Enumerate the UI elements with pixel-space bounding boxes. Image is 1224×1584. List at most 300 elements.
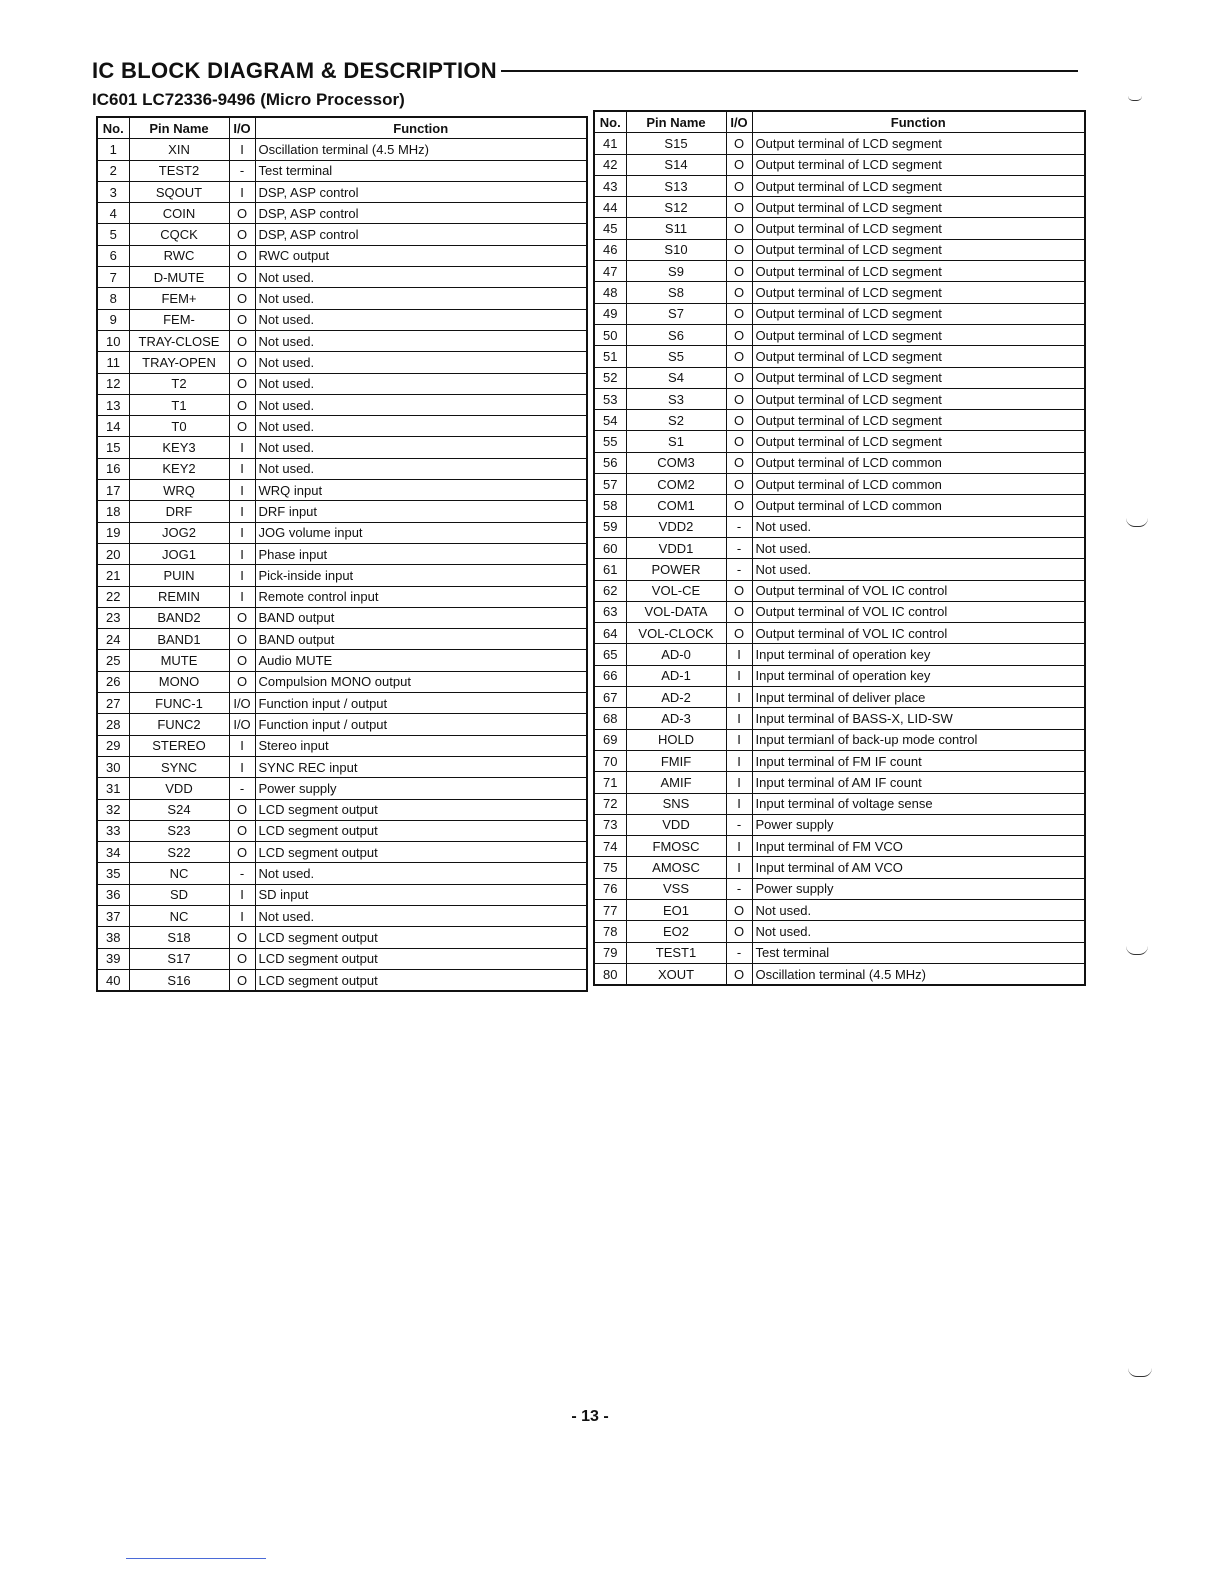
pin-number: 1 <box>97 139 129 160</box>
table-row <box>594 324 1085 345</box>
pin-number: 8 <box>97 288 129 309</box>
pin-name: FUNC2 <box>129 714 229 735</box>
table-row <box>594 239 1085 260</box>
pin-function: Function input / output <box>255 714 587 735</box>
pin-function: Input terminal of operation key <box>752 644 1085 665</box>
table-row <box>97 969 587 991</box>
pin-io: O <box>229 842 255 863</box>
page-title: IC BLOCK DIAGRAM & DESCRIPTION <box>92 58 501 84</box>
column-header-pin-name: Pin Name <box>626 111 726 133</box>
table-row <box>97 522 587 543</box>
pin-function: JOG volume input <box>255 522 587 543</box>
pin-name: RWC <box>129 245 229 266</box>
pin-io: - <box>726 878 752 899</box>
pin-function: Not used. <box>255 373 587 394</box>
pin-number: 59 <box>594 516 626 537</box>
pin-name: S3 <box>626 388 726 409</box>
pin-number: 2 <box>97 160 129 181</box>
pin-function: BAND output <box>255 607 587 628</box>
pin-name: BAND1 <box>129 629 229 650</box>
table-row <box>594 644 1085 665</box>
pin-name: S13 <box>626 175 726 196</box>
table-row <box>97 501 587 522</box>
pin-number: 17 <box>97 480 129 501</box>
pin-number: 13 <box>97 394 129 415</box>
pin-number: 20 <box>97 543 129 564</box>
table-row <box>594 793 1085 814</box>
pin-io: O <box>229 799 255 820</box>
table-row <box>97 778 587 799</box>
pin-name: AMOSC <box>626 857 726 878</box>
pin-name: S6 <box>626 324 726 345</box>
pin-number: 58 <box>594 495 626 516</box>
table-row <box>594 388 1085 409</box>
pin-name: AD-0 <box>626 644 726 665</box>
pin-io: I/O <box>229 693 255 714</box>
pin-function: LCD segment output <box>255 969 587 991</box>
margin-mark <box>1128 1368 1152 1377</box>
table-row <box>594 665 1085 686</box>
pin-number: 77 <box>594 899 626 920</box>
pin-name: S23 <box>129 820 229 841</box>
pin-io: I <box>726 793 752 814</box>
pin-name: VSS <box>626 878 726 899</box>
pin-name: PUIN <box>129 565 229 586</box>
pin-io: I <box>229 437 255 458</box>
pin-io: O <box>229 629 255 650</box>
table-row <box>97 948 587 969</box>
pin-function: Input terminal of FM IF count <box>752 750 1085 771</box>
pin-number: 44 <box>594 197 626 218</box>
pin-io: I <box>726 836 752 857</box>
pin-function: Output terminal of LCD segment <box>752 367 1085 388</box>
pin-function: Not used. <box>752 559 1085 580</box>
pin-function: Power supply <box>255 778 587 799</box>
pin-name: S11 <box>626 218 726 239</box>
pin-io: O <box>229 948 255 969</box>
pin-function: Phase input <box>255 543 587 564</box>
table-row <box>594 346 1085 367</box>
pin-name: T1 <box>129 394 229 415</box>
table-row <box>594 623 1085 644</box>
pin-function: Test terminal <box>255 160 587 181</box>
pin-function: Not used. <box>255 458 587 479</box>
pin-name: VDD <box>129 778 229 799</box>
pin-name: S15 <box>626 133 726 154</box>
pin-name: COIN <box>129 203 229 224</box>
pin-number: 78 <box>594 921 626 942</box>
pin-io: O <box>726 474 752 495</box>
pin-io: I <box>229 884 255 905</box>
column-header-io: I/O <box>229 117 255 139</box>
pin-name: COM3 <box>626 452 726 473</box>
pin-number: 63 <box>594 601 626 622</box>
pin-rows-left <box>97 139 587 991</box>
pin-function: Not used. <box>255 288 587 309</box>
pin-io: I <box>726 687 752 708</box>
table-row <box>97 267 587 288</box>
pin-name: TRAY-CLOSE <box>129 330 229 351</box>
pin-io: I <box>726 644 752 665</box>
pin-function: Input terminal of FM VCO <box>752 836 1085 857</box>
pin-io: O <box>726 175 752 196</box>
pin-io: O <box>229 224 255 245</box>
pin-function: Output terminal of LCD segment <box>752 218 1085 239</box>
pin-function: Input terminal of AM VCO <box>752 857 1085 878</box>
table-row <box>594 857 1085 878</box>
pin-io: O <box>726 346 752 367</box>
pin-name: FMOSC <box>626 836 726 857</box>
pin-io: I <box>229 522 255 543</box>
pin-number: 49 <box>594 303 626 324</box>
pin-io: O <box>229 330 255 351</box>
pin-number: 3 <box>97 181 129 202</box>
pin-io: I <box>726 708 752 729</box>
pin-name: SYNC <box>129 756 229 777</box>
pin-number: 30 <box>97 756 129 777</box>
table-row <box>594 410 1085 431</box>
table-row <box>97 543 587 564</box>
table-row <box>97 394 587 415</box>
pin-number: 14 <box>97 416 129 437</box>
table-row <box>594 750 1085 771</box>
pin-io: O <box>726 431 752 452</box>
pin-io: I <box>229 501 255 522</box>
pin-function: LCD segment output <box>255 842 587 863</box>
pin-io: - <box>726 559 752 580</box>
pin-io: O <box>726 154 752 175</box>
pin-name: KEY2 <box>129 458 229 479</box>
pin-function: Compulsion MONO output <box>255 671 587 692</box>
table-row <box>97 799 587 820</box>
pin-number: 42 <box>594 154 626 175</box>
pin-number: 7 <box>97 267 129 288</box>
table-header-row <box>97 117 587 139</box>
pin-number: 75 <box>594 857 626 878</box>
pin-function: RWC output <box>255 245 587 266</box>
pin-io: O <box>726 367 752 388</box>
pin-function: LCD segment output <box>255 948 587 969</box>
pin-io: - <box>229 160 255 181</box>
ic-subtitle: IC601 LC72336-9496 (Micro Processor) <box>92 90 405 109</box>
pin-io: O <box>726 282 752 303</box>
pin-number: 22 <box>97 586 129 607</box>
pin-number: 28 <box>97 714 129 735</box>
pin-function: Output terminal of LCD common <box>752 495 1085 516</box>
pin-function: Output terminal of LCD segment <box>752 197 1085 218</box>
table-row <box>97 139 587 160</box>
pin-function: Input terminal of AM IF count <box>752 772 1085 793</box>
pin-io: O <box>726 133 752 154</box>
pin-number: 50 <box>594 324 626 345</box>
table-row <box>594 133 1085 154</box>
pin-io: O <box>229 607 255 628</box>
pin-table-right <box>593 110 1086 986</box>
pin-function: Function input / output <box>255 693 587 714</box>
pin-name: S1 <box>626 431 726 452</box>
pin-function: SD input <box>255 884 587 905</box>
pin-function: Audio MUTE <box>255 650 587 671</box>
table-row <box>594 687 1085 708</box>
pin-function: Not used. <box>255 437 587 458</box>
pin-io: I <box>726 665 752 686</box>
pin-function: Output terminal of LCD segment <box>752 324 1085 345</box>
pin-name: VDD <box>626 814 726 835</box>
pin-function: LCD segment output <box>255 820 587 841</box>
pin-name: AD-2 <box>626 687 726 708</box>
table-row <box>97 671 587 692</box>
pin-function: LCD segment output <box>255 927 587 948</box>
pin-io: O <box>726 197 752 218</box>
pin-number: 55 <box>594 431 626 452</box>
pin-name: SQOUT <box>129 181 229 202</box>
pin-function: Not used. <box>752 899 1085 920</box>
table-row <box>594 495 1085 516</box>
table-row <box>594 452 1085 473</box>
table-row <box>97 820 587 841</box>
table-row <box>97 927 587 948</box>
table-header-row <box>594 111 1085 133</box>
table-row <box>97 884 587 905</box>
margin-mark <box>1126 946 1148 955</box>
table-row <box>97 373 587 394</box>
pin-number: 6 <box>97 245 129 266</box>
pin-function: Output terminal of LCD segment <box>752 303 1085 324</box>
pin-number: 15 <box>97 437 129 458</box>
table-row <box>97 480 587 501</box>
pin-number: 80 <box>594 963 626 985</box>
pin-function: Not used. <box>752 537 1085 558</box>
pin-number: 38 <box>97 927 129 948</box>
table-row <box>97 693 587 714</box>
pin-name: COM1 <box>626 495 726 516</box>
table-row <box>594 175 1085 196</box>
pin-number: 12 <box>97 373 129 394</box>
pin-number: 45 <box>594 218 626 239</box>
pin-io: O <box>726 261 752 282</box>
table-row <box>594 601 1085 622</box>
pin-function: Output terminal of VOL IC control <box>752 580 1085 601</box>
pin-number: 9 <box>97 309 129 330</box>
pin-number: 76 <box>594 878 626 899</box>
table-row <box>97 586 587 607</box>
pin-number: 27 <box>97 693 129 714</box>
pin-name: AD-1 <box>626 665 726 686</box>
pin-name: SD <box>129 884 229 905</box>
pin-number: 34 <box>97 842 129 863</box>
pin-name: FEM- <box>129 309 229 330</box>
pin-name: EO2 <box>626 921 726 942</box>
pin-number: 31 <box>97 778 129 799</box>
pin-function: Not used. <box>255 309 587 330</box>
pin-number: 64 <box>594 623 626 644</box>
column-header-no: No. <box>97 117 129 139</box>
pin-number: 66 <box>594 665 626 686</box>
pin-io: - <box>229 863 255 884</box>
pin-function: DSP, ASP control <box>255 181 587 202</box>
table-row <box>594 218 1085 239</box>
table-row <box>594 580 1085 601</box>
pin-number: 16 <box>97 458 129 479</box>
table-row <box>594 836 1085 857</box>
table-row <box>594 772 1085 793</box>
pin-number: 67 <box>594 687 626 708</box>
pin-name: S10 <box>626 239 726 260</box>
table-row <box>97 629 587 650</box>
pin-io: I <box>726 729 752 750</box>
table-row <box>594 963 1085 985</box>
pin-name: SNS <box>626 793 726 814</box>
pin-number: 33 <box>97 820 129 841</box>
pin-io: O <box>726 218 752 239</box>
column-header-io: I/O <box>726 111 752 133</box>
table-row <box>97 309 587 330</box>
table-row <box>594 559 1085 580</box>
pin-number: 36 <box>97 884 129 905</box>
table-row <box>97 842 587 863</box>
pin-name: KEY3 <box>129 437 229 458</box>
pin-number: 48 <box>594 282 626 303</box>
pin-io: O <box>726 324 752 345</box>
pin-name: NC <box>129 863 229 884</box>
pin-name: S17 <box>129 948 229 969</box>
table-row <box>594 899 1085 920</box>
pin-io: O <box>229 927 255 948</box>
pin-io: - <box>229 778 255 799</box>
pin-number: 21 <box>97 565 129 586</box>
pin-function: Not used. <box>255 352 587 373</box>
pin-io: O <box>229 309 255 330</box>
pin-function: Output terminal of LCD segment <box>752 261 1085 282</box>
pin-number: 70 <box>594 750 626 771</box>
pin-number: 68 <box>594 708 626 729</box>
table-row <box>594 708 1085 729</box>
pin-io: I <box>229 181 255 202</box>
pin-io: - <box>726 537 752 558</box>
pin-io: O <box>726 963 752 985</box>
pin-name: TRAY-OPEN <box>129 352 229 373</box>
pin-name: S16 <box>129 969 229 991</box>
pin-io: O <box>726 921 752 942</box>
pin-function: BAND output <box>255 629 587 650</box>
table-row <box>594 814 1085 835</box>
pin-name: FUNC-1 <box>129 693 229 714</box>
pin-number: 40 <box>97 969 129 991</box>
pin-number: 32 <box>97 799 129 820</box>
pin-function: WRQ input <box>255 480 587 501</box>
pin-io: O <box>229 416 255 437</box>
pin-number: 5 <box>97 224 129 245</box>
table-row <box>594 921 1085 942</box>
pin-io: O <box>229 267 255 288</box>
pin-name: D-MUTE <box>129 267 229 288</box>
pin-function: Not used. <box>752 516 1085 537</box>
pin-function: DSP, ASP control <box>255 203 587 224</box>
pin-name: FMIF <box>626 750 726 771</box>
table-row <box>97 288 587 309</box>
pin-io: O <box>229 394 255 415</box>
pin-name: VOL-CE <box>626 580 726 601</box>
pin-name: S9 <box>626 261 726 282</box>
pin-function: Input terminal of voltage sense <box>752 793 1085 814</box>
table-row <box>594 878 1085 899</box>
pin-io: I <box>229 586 255 607</box>
table-row <box>97 352 587 373</box>
pin-io: O <box>229 820 255 841</box>
pin-function: LCD segment output <box>255 799 587 820</box>
table-row <box>97 458 587 479</box>
pin-function: Test terminal <box>752 942 1085 963</box>
pin-io: O <box>726 388 752 409</box>
pin-function: Output terminal of VOL IC control <box>752 623 1085 644</box>
pin-function: DRF input <box>255 501 587 522</box>
pin-function: Oscillation terminal (4.5 MHz) <box>255 139 587 160</box>
pin-io: I <box>229 543 255 564</box>
pin-name: HOLD <box>626 729 726 750</box>
pin-io: O <box>726 580 752 601</box>
table-row <box>97 245 587 266</box>
table-row <box>97 714 587 735</box>
table-row <box>97 756 587 777</box>
pin-number: 54 <box>594 410 626 431</box>
pin-number: 19 <box>97 522 129 543</box>
page-header <box>92 58 1078 88</box>
pin-io: O <box>726 601 752 622</box>
pin-function: Not used. <box>255 863 587 884</box>
pin-io: - <box>726 814 752 835</box>
pin-function: Output terminal of LCD segment <box>752 388 1085 409</box>
table-row <box>594 516 1085 537</box>
pin-number: 26 <box>97 671 129 692</box>
pin-io: O <box>229 969 255 991</box>
table-row <box>97 181 587 202</box>
pin-function: SYNC REC input <box>255 756 587 777</box>
table-row <box>97 330 587 351</box>
pin-rows-right <box>594 133 1085 985</box>
table-row <box>594 431 1085 452</box>
pin-number: 65 <box>594 644 626 665</box>
pin-function: Not used. <box>255 905 587 926</box>
table-row <box>97 416 587 437</box>
pin-name: DRF <box>129 501 229 522</box>
table-row <box>594 303 1085 324</box>
pin-number: 18 <box>97 501 129 522</box>
pin-number: 10 <box>97 330 129 351</box>
pin-name: STEREO <box>129 735 229 756</box>
pin-function: Not used. <box>752 921 1085 942</box>
pin-io: O <box>726 899 752 920</box>
pin-name: S24 <box>129 799 229 820</box>
pin-io: I <box>229 565 255 586</box>
pin-number: 56 <box>594 452 626 473</box>
column-header-no: No. <box>594 111 626 133</box>
pin-name: S18 <box>129 927 229 948</box>
pin-function: Output terminal of LCD common <box>752 474 1085 495</box>
pin-name: S2 <box>626 410 726 431</box>
pin-name: S5 <box>626 346 726 367</box>
pin-function: Output terminal of LCD segment <box>752 410 1085 431</box>
pin-io: O <box>726 239 752 260</box>
pin-name: AD-3 <box>626 708 726 729</box>
pin-io: O <box>229 373 255 394</box>
pin-function: Oscillation terminal (4.5 MHz) <box>752 963 1085 985</box>
pin-number: 53 <box>594 388 626 409</box>
pin-function: Not used. <box>255 416 587 437</box>
pin-name: S22 <box>129 842 229 863</box>
pin-number: 4 <box>97 203 129 224</box>
pin-io: I <box>229 480 255 501</box>
pin-number: 37 <box>97 905 129 926</box>
